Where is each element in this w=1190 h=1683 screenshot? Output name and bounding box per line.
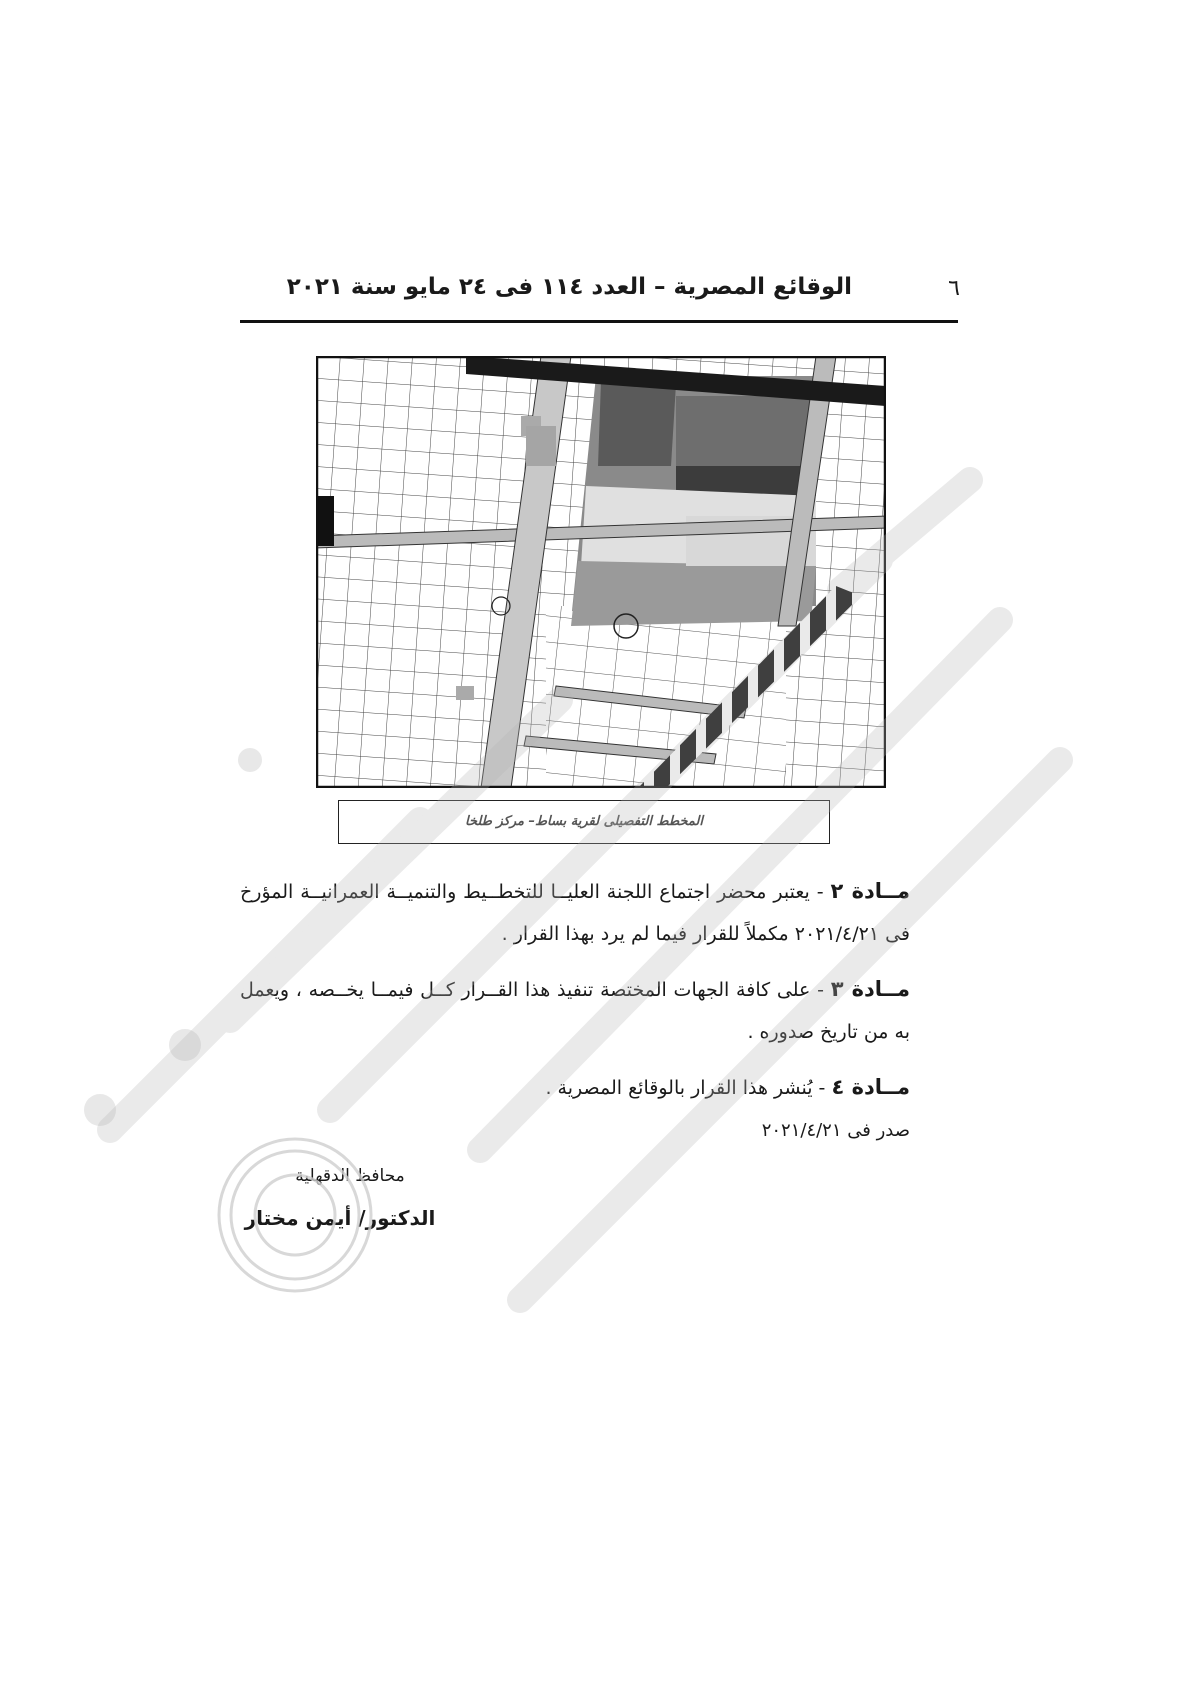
- article-2: [240, 870, 910, 955]
- signatory-name: الدكتور/ أيمن مختار: [244, 1206, 436, 1230]
- article-label: مــادة ٤: [831, 1075, 910, 1099]
- village-plan-map: [316, 356, 886, 788]
- header-rule: [240, 320, 958, 323]
- map-caption: المخطط التفصيلى لقرية بساط– مركز طلخا: [464, 814, 704, 829]
- gazette-title: الوقائع المصرية – العدد ١١٤ فى ٢٤ مايو سنة ٢٠٢١: [286, 274, 852, 300]
- page-number: ٦: [948, 276, 960, 301]
- issue-date: صدر فى ٢٠٢١/٤/٢١: [761, 1120, 910, 1141]
- article-text: - يُنشر هذا القرار بالوقائع المصرية .: [545, 1077, 832, 1099]
- article-label: مــادة ٢: [830, 879, 910, 903]
- article-3: [240, 968, 910, 1053]
- article-label: مــادة ٣: [830, 977, 910, 1001]
- map-caption-box: [338, 800, 830, 844]
- article-4: [420, 1066, 910, 1109]
- signatory-title: محافظ الدقهلية: [295, 1166, 405, 1186]
- article-text: - على كافة الجهات المختصة تنفيذ هذا القــرار كــل فيمــا يخــصه ، ويعمل به من تاريخ صدوره .: [240, 979, 910, 1043]
- article-text: - يعتبر محضر اجتماع اللجنة العليــا للتخطــيط والتنميــة العمرانيــة المؤرخ فى ٢٠٢١/٤/٢١ مكملاً للقرار فيما لم يرد بهذا القرار .: [240, 881, 910, 945]
- page-header: [240, 270, 960, 310]
- map-drawing: [316, 356, 886, 788]
